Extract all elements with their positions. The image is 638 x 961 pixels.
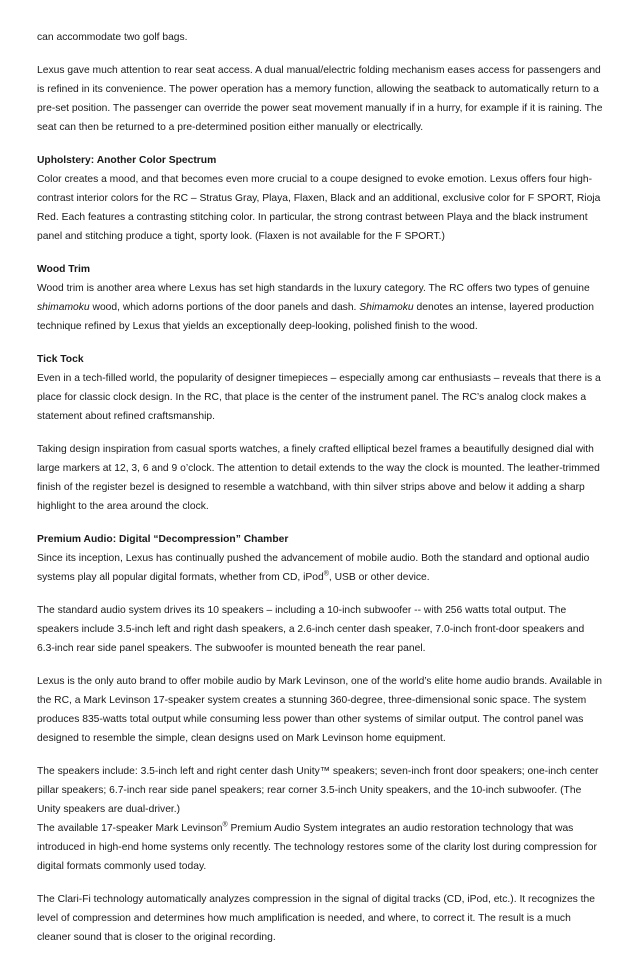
paragraph-audio-3: Lexus is the only auto brand to offer mobile audio by Mark Levinson, one of the world’s elite home audio brands. Available in the RC, a Mark Levinson 17-speaker system creates a stunning 360-degree, three-dimensional sonic space. The system produces 835-watts total output while consuming less power than other systems of similar output. The control panel was designed to resemble the simple, clean designs used on Mark Levinson home equipment. bbox=[37, 676, 602, 744]
paragraph-rear-seat-access: Lexus gave much attention to rear seat access. A dual manual/electric folding mechanism eases access for passengers and is refined in its convenience. The power operation has a memory function, allowing the seatback to automatically return to a pre-set position. The passenger can override the power seat movement manually if in a hurry, for example if it is raining. The seat can then be returned to a pre-determined position either manually or electrically. bbox=[37, 65, 603, 133]
paragraph-audio-5 bbox=[37, 819, 603, 876]
paragraph-audio-2: The standard audio system drives its 10 speakers – including a 10-inch subwoofer -- with 256 watts total output. The speakers include 3.5-inch left and right dash speakers, a 2.6-inch center dash speaker, 7.0-inch front-door speakers and 6.3-inch rear side panel speakers. The subwoofer is mounted beneath the rear panel. bbox=[37, 605, 585, 654]
heading-tick-tock: Tick Tock bbox=[37, 354, 84, 365]
document-page bbox=[37, 28, 603, 961]
paragraph-golf-bags: can accommodate two golf bags. bbox=[37, 32, 188, 43]
paragraph-clock-2: Taking design inspiration from casual sports watches, a finely crafted elliptical bezel frames a beautifully designed dial with large markers at 12, 3, 6 and 9 o’clock. The attention to detail extends to the way the clock is mounted. The leather-trimmed finish of the register bezel is designed to resemble a watchband, with thin silver strips above and below it adding a sharp highlight to the area around the clock. bbox=[37, 444, 600, 512]
paragraph-audio-1 bbox=[37, 549, 603, 587]
wood-text-c: denotes an intense, layered production technique refined by Lexus that yields an exceptionally deep-looking, polished finish to the wood. bbox=[37, 302, 594, 332]
wood-text-b: wood, which adorns portions of the door panels and dash. bbox=[89, 302, 360, 313]
audio5-text-a: The available 17-speaker Mark Levinson bbox=[37, 823, 223, 834]
audio5-text-b: Premium Audio System integrates an audio restoration technology that was introduced in high-end home systems only recently. The technology restores some of the clarity lost during compression for digital formats commonly used today. bbox=[37, 823, 597, 872]
paragraph-audio-4: The speakers include: 3.5-inch left and right center dash Unity™ speakers; seven-inch front door speakers; one-inch center pillar speakers; 6.7-inch rear side panel speakers; rear corner 3.5-inch Unity speakers, and the 10-inch subwoofer. (The Unity speakers are dual-driver.) bbox=[37, 766, 599, 815]
paragraph-clock-1: Even in a tech-filled world, the popularity of designer timepieces – especially among car enthusiasts – reveals that there is a place for classic clock design. In the RC, that place is the center of the instrument panel. The RC’s analog clock makes a statement about refined craftsmanship. bbox=[37, 373, 601, 422]
heading-premium-audio: Premium Audio: Digital “Decompression” Chamber bbox=[37, 534, 289, 545]
registered-mark-2: ® bbox=[222, 821, 228, 829]
wood-term-2: Shimamoku bbox=[359, 302, 414, 313]
wood-text-a: Wood trim is another area where Lexus has set high standards in the luxury category. The RC offers two types of genuine bbox=[37, 283, 590, 294]
heading-wood-trim: Wood Trim bbox=[37, 264, 91, 275]
paragraph-audio-6: The Clari-Fi technology automatically analyzes compression in the signal of digital tracks (CD, iPod, etc.). It recognizes the level of compression and determines how much amplification is needed, and where, to correct it. The result is a much cleaner sound that is closer to the original recording. bbox=[37, 894, 595, 943]
paragraph-upholstery: Color creates a mood, and that becomes even more crucial to a coupe designed to evoke emotion. Lexus offers four high-contrast interior colors for the RC – Stratus Gray, Playa, Flaxen, Black and an additional, exclusive color for F SPORT, Rioja Red. Each features a contrasting stitching color. In particular, the strong contrast between Playa and the black instrument panel and stitching produce a tight, sporty look. (Flaxen is not available for the F SPORT.) bbox=[37, 174, 601, 242]
paragraph-wood-trim bbox=[37, 279, 603, 336]
wood-term-1: shimamoku bbox=[37, 302, 90, 313]
audio1-text-b: , USB or other device. bbox=[328, 572, 430, 583]
registered-mark: ® bbox=[323, 570, 329, 578]
heading-upholstery: Upholstery: Another Color Spectrum bbox=[37, 155, 217, 166]
audio1-text-a: Since its inception, Lexus has continually pushed the advancement of mobile audio. Both the standard and optional audio systems play all popular digital formats, whether from CD, iPod bbox=[37, 553, 590, 583]
